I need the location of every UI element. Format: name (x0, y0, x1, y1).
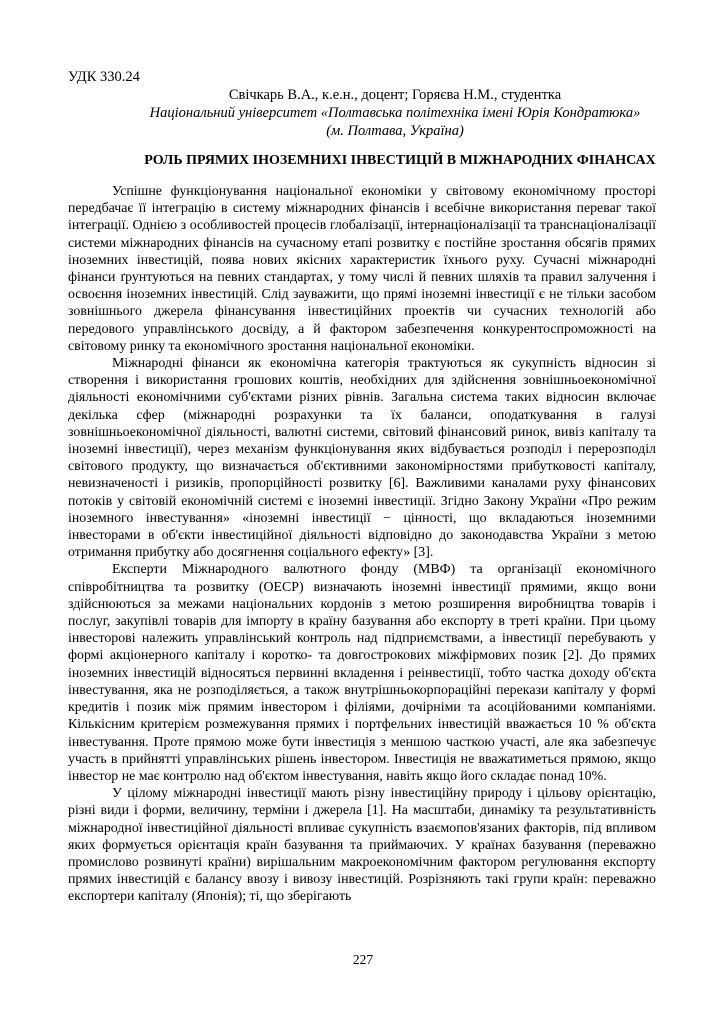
article-title: РОЛЬ ПРЯМИХ ІНОЗЕМНИХІ ІНВЕСТИЦІЙ В МІЖНАРОДНИХ ФІНАНСАХ (144, 153, 656, 168)
page-number: 227 (352, 952, 374, 967)
paragraph: У цілому міжнародні інвестиції мають різну інвестиційну природу і цільову орієнтацію, різні види і форми, величину, терміни і джерела [1]. На масштаби, динаміку та результативність міжнародної інвестиційної діяльності впливає сукупність взаємопов'язаних факторів, під впливом яких формується орієнтація країн базування та приймаючих. У країнах базування (переважно промислово розвинуті країни) вирішальним макроекономічним фактором регулювання експорту прямих інвестицій є балансу ввозу і вивозу інвестицій. Розрізняють такі групи країн: переважно експортери капіталу (Японія); ті, що зберігають (68, 786, 656, 905)
affiliation-line: Національний університет «Полтавська політехніка імені Юрія Кондратюка» (149, 105, 641, 121)
paragraph: Міжнародні фінанси як економічна категорія трактуються як сукупність відносин зі створення і використання грошових коштів, необхідних для здійснення зовнішньоекономічної діяльності економічними суб'єктами різних рівнів. Загальна система таких відносин включає декілька сфер (міжнародні розрахунки та їх баланси, оподаткування в галузі зовнішньоекономічної діяльності, валютні системи, світовий фінансовий ринок, вивіз капіталу та іноземні інвестиції), через механізм функціонування яких відбувається розподіл і перерозподіл світового продукту, що визначається об'єктивними закономірностями прибутковості капіталу, невизначеності і ризиків, пропорційності розвитку [6]. Важливими каналами руху фінансових потоків у світовій економічній системі є іноземні інвестиції. Згідно Закону України «Про режим іноземного інвестування» «іноземні інвестиції − цінності, що вкладаються іноземними інвесторами в об'єкти інвестиційної діяльності відповідно до законодавства України з метою отримання прибутку або досягнення соціального ефекту» [3]. (68, 356, 656, 561)
paragraph: Успішне функціонування національної економіки у світовому економічному просторі передбачає її інтеграцію в систему міжнародних фінансів і всебічне використання переваг такої інтеграції. Однією з особливостей процесів глобалізації, інтернаціоналізації та транснаціоналізації системи міжнародних фінансів на сучасному етапі розвитку є постійне зростання обсягів прямих іноземних інвестицій, поява нових якісних характеристик їхнього руху. Сучасні міжнародні фінанси ґрунтуються на певних стандартах, у тому числі й певних шляхів та правил залучення і освоєння іноземних інвестицій. Слід зауважити, що прямі іноземні інвестиції є не тільки засобом зовнішнього джерела фінансування інвестиційних проектів чи сучасних технологій або передового управлінського досвіду, а й фактором забезпечення конкурентоспроможності на світовому ринку та економічного зростання національної економіки. (68, 184, 656, 354)
udk-code: УДК 330.24 (68, 69, 140, 85)
city-line: (м. Полтава, Україна) (326, 123, 464, 139)
authors-line: Свічкарь В.А., к.е.н., доцент; Горяєва Н.М., студентка (228, 87, 562, 103)
article-body (68, 183, 656, 906)
paragraph: Експерти Міжнародного валютного фонду (МВФ) та організації економічного співробітництва та розвитку (ОЕСР) визначають іноземні інвестиції прямими, якщо вони здійснюються за межами національних кордонів з метою розширення виробництва товарів і послуг, закупівлі товарів для імпорту в країну базування або експорту в треті країни. При цьому інвесторові належить управлінський контроль над підприємствами, а інвестиції перебувають у формі акціонерного капіталу і коротко- та довгострокових міжфірмових позик [2]. До прямих іноземних інвестицій відносяться первинні вкладення і реінвестиції, тобто частка доходу об'єкта інвестування, яка не розподіляється, а також внутрішньокорпораційні перекази капіталу у формі кредитів і позик між прямим інвестором і філіями, дочірніми та асоційованими компаніями. Кількісним критерієм розмежування прямих і портфельних інвестицій вважається 10 % об'єкта інвестування. Проте прямою може бути інвестиція з меншою часткою участі, але яка забезпечує участь в прийнятті управлінських рішень інвестором. Інвестиція не вважатиметься прямою, якщо інвестор не має контролю над об'єктом інвестування, навіть якщо його складає понад 10%. (68, 562, 656, 784)
